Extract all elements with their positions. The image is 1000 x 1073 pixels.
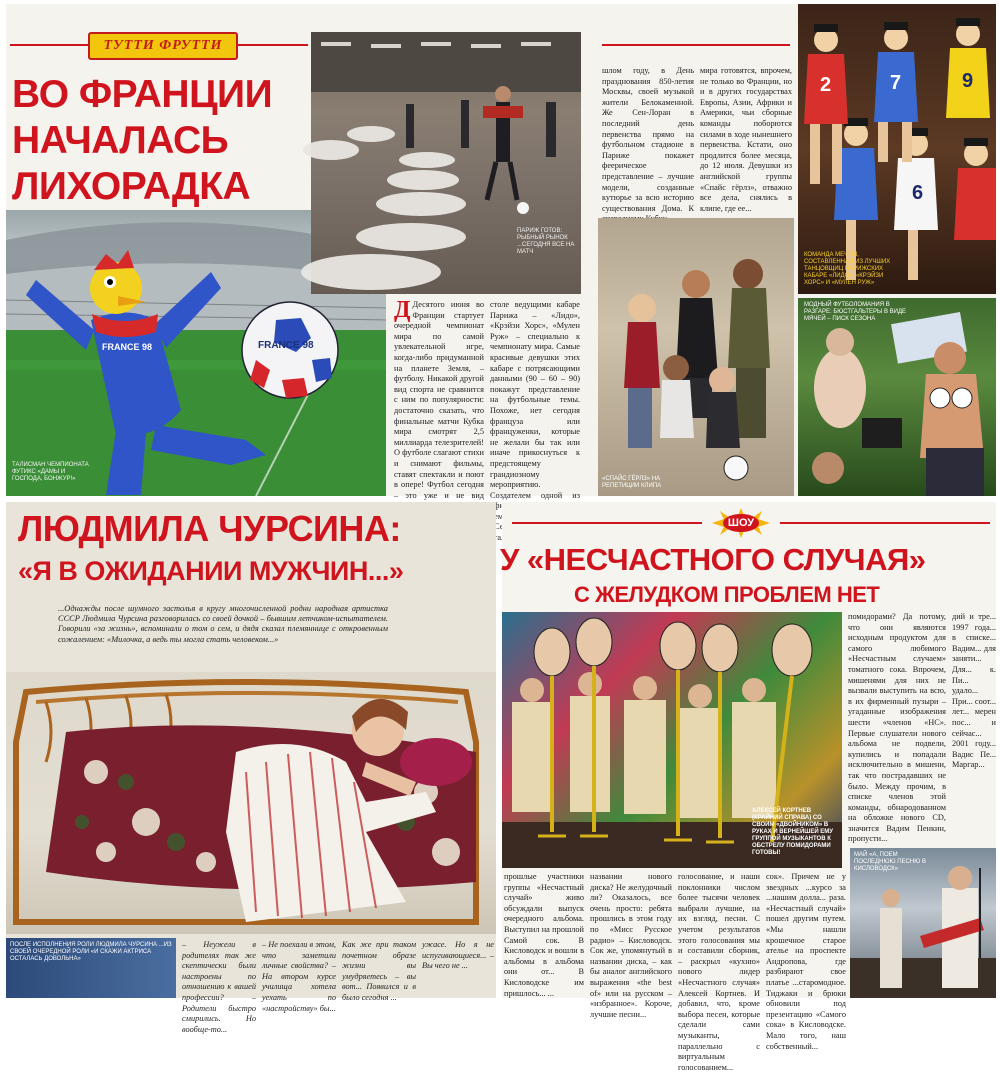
mascot-caption: ТАЛИСМАН ЧЕМПИОНАТА ФУТИКС «ДАМЫ И ГОСПОДА, БОНЖУР!» (12, 462, 89, 482)
mascot-label: FRANCE 98 (102, 342, 153, 352)
article-column-1-text: Десятого июня во Франции стартует очередной чемпионат мира по самой увлекательной игре, когда-либо придуманной на планете Земля, – футболу. Никакой другой вид спорта не сравнится с ним по популярности: достаточно сказать, что финальные матчи Кубка мира смотрят 2,5 миллиарда телезрителей! О футболе слагают стихи и снимают фильмы, ставят спектакли и поют в опере! Футбол сегодня – это уже и не вид (394, 300, 484, 500)
band-subhead: С ЖЕЛУДКОМ ПРОБЛЕМ НЕТ (574, 582, 880, 607)
jersey-number-1: 2 (820, 74, 832, 96)
ball-label: FRANCE 98 (258, 340, 314, 351)
interview-headline-line-2: «Я В ОЖИДАНИИ МУЖЧИН...» (18, 556, 404, 586)
show-rule-left (512, 522, 702, 524)
article-column-1 (394, 297, 484, 500)
headline-line-2: НАЧАЛАСЬ (12, 119, 229, 162)
band-bottom-column-4: сок». Причем не у звездных ...курсо за ...нашим долла... раза. «Несчастный случай» пошел другим путем. «Мы нашли крошечное старое ателье на проспекте Андропова, где разбирают свое платье ...старомодное. Тиджаки и брюки обновили под презентацию «Самого сока» в Кисловодске. Мало того, наш собственный... (766, 872, 846, 1051)
band-bottom-column-1: прошлые участники группы «Несчастный случай» живо обсуждали выпуск очередного альбома. Выступил на прошлой Самой сок. В Кисловодск и вошли в альбомы в альбома они от... В Кисловодске им пришлось... ... (504, 872, 584, 998)
jersey-number-2: 7 (890, 72, 902, 94)
interview-headline-line-1: ЛЮДМИЛА ЧУРСИНА: (18, 508, 401, 549)
headline-line-3: ЛИХОРАДКА (12, 165, 251, 208)
band-right-column-2: дий и тре... 1997 года... в списке... Вадим... для заняти... Для... к. Пи... удало... При... соот... лет... мерен пос... и сейчас... 2001 году... Вадис Пе... Маргар... (952, 612, 996, 770)
portrait-artwork (6, 672, 496, 934)
band-headline: У «НЕСЧАСТНОГО СЛУЧАЯ» (500, 542, 926, 577)
jersey-number-3: 6 (912, 182, 924, 204)
band-photo (502, 612, 842, 868)
cabaret-team-caption: КОМАНДА МЕЧТЫ, СОСТАВЛЕННАЯ ИЗ ЛУЧШИХ ТАНЦОВЩИЦ ПАРИЖСКИХ КАБАРЕ «ЛИДО», «КРЭЙЗИ ХОРС» И «МУЛЕН РУЖ» (804, 252, 891, 286)
fashion-photo (798, 298, 996, 496)
panel-band-article (500, 502, 996, 1072)
interview-lead: ...Однажды после шумного застолья в кругу многочисленной родни народная артистка СССР Людмила Чурсина разговорилась со своей дочкой – бывшим летчиком-испытателем. Говорили «за жизнь», вспоминали о том о сем, и дядя сказал племяннице с откровенным сожалением: «Милочка, а ведь ты могла стать человеком...» (58, 604, 388, 644)
article-column-3: шлом году, в День празднования 850-летия Москвы, своей музыкой жители Белокаменной. Же Сен-Лоран в последний день первенства прямо на футбольном стадионе в Париже покажет феерическое представление – лучшие модели, созданные кутюрье за всю историю существования Дома. К (602, 66, 694, 213)
interview-column-4: ужасе. Но я не испугивающиеся... – Вы чего не ... (422, 940, 494, 971)
article-column-2: столе ведущими кабаре Парижа – «Лидо», «Крэйзи Хорс», «Мулен Руж» – специально к чемпионату мира. Самые красивые девушки этих кабаре с потрясающими данными (90 – 60 – 90) покажут представление на футбольные темы. Похоже, нет сегодня француза или француженки, которые не желали бы так или иначе прикоснуться к предстоящему грандиозному мероприятию. Создателем одной из стал (490, 300, 580, 543)
fashion-artwork (798, 298, 996, 496)
rubric-label: ТУТТИ ФРУТТИ (103, 38, 223, 53)
rubric-rule-right (238, 44, 308, 46)
headline-world-cup (12, 72, 272, 210)
rubric-rule-left (10, 44, 88, 46)
band-bottom-column-2: названии нового диска? Не желудочный ли? Оказалось, все очень просто: ребята прошлись в этом году по «Мисс Русское радио» – Кисловодск. Сок же, упомянутый в названии диска, – как бы аналог английского выражения «the best of» или на русском – «избранное». Короче, лучшие песни... (590, 872, 672, 1019)
bottom-inset-caption: ПОСЛЕ ИСПОЛНЕНИЯ РОЛИ ЛЮДМИЛА ЧУРСИНА ...ИЗ СВОЕЙ ОЧЕРЕДНОЙ РОЛИ «И СКАЖИ АКТРИСА ОСТАЛАСЬ ДОВОЛЬНА» (10, 942, 172, 962)
show-rubric-label: ШОУ (727, 517, 755, 529)
band-photo-caption: АЛЕКСЕЙ КОРТНЕВ (КРАЙНИЙ СПРАВА) СО СВОИМ «ДВОЙНИКОМ» В РУКАХ И ВЕРНЕЙШЕЙ ЕМУ ГРУППОЙ МУЗЫКАНТОВ К ОБСТРЕЛУ ПОМИДОРАМИ ГОТОВЫ! (752, 808, 834, 856)
rubric-badge (88, 32, 238, 60)
spice-girls-caption: «СПАЙС ГЁРЛЗ» НА РЕПЕТИЦИИ КЛИПА (602, 476, 662, 489)
right-page-rule (602, 44, 790, 46)
article-column-4: мира готовятся, впрочем, не только во Франции, но и в других государствах Европы, Азии, Африки и Америки, чьи сборные команды поборются силами в ходе нынешнего первенства. Кстати, оно продлится более месяца, до 12 июля. Девушки из английской группы «Спайс гёрлз», отважно все дела, снялись в клипе, где ее... (700, 66, 792, 213)
cabaret-team-photo (798, 4, 996, 294)
show-rule-right (780, 522, 990, 524)
spice-girls-artwork (598, 218, 794, 496)
jersey-number-4: 9 (962, 70, 974, 92)
spice-girls-photo (598, 218, 794, 496)
fashion-caption: МОДНЫЙ ФУТБОЛОМАНИЯ В РАЗГАРЕ: БЮСТГАЛЬТЕРЫ В ВИДЕ МЯЧЕЙ – ПИСК СЕЗОНА (804, 302, 907, 322)
chursina-portrait-photo (6, 672, 496, 934)
panel-chursina-interview (6, 502, 496, 1034)
drop-cap: Д (394, 297, 411, 323)
headline-line-1: ВО ФРАНЦИИ (12, 73, 273, 116)
show-rubric-badge (708, 508, 774, 538)
interview-column-2: – Не поехали в этом, что заметили личные свойства? – На втором курсе училища хотела уехать по «настройству» бы... (262, 940, 336, 1013)
interview-column-1: – Неужели в родителях так же скептически были настроены по отношению к вашей профессии? – Родители быстро смирились. Но вообще-то... (182, 940, 256, 1034)
interview-headline (18, 508, 403, 592)
market-caption: ПАРИЖ ГОТОВ: РЫБНЫЙ РЫНОК ...СЕГОДНЯ ВСЕ НА МАТЧ (517, 228, 575, 255)
band-right-column-1: помидорами? Да потому, что они являются исходным продуктом для самого любимого «Несчастным случаем» томатного сока. Впрочем, мишенями для них не вызвали выступить на всю, в их фирменный пузыри – угаданные изображения шести «членов «НС». Первые слушатели нового альбома не подвели, купились и попадали исключительно в мишени, так что пострадавших не было. Между прочим, в списке членов этой команды, обнародованном на обложке нового CD, значится Вадим Пенкин, пропусти... (848, 612, 946, 844)
bottom-inset-photo (6, 938, 176, 998)
fish-market-photo (311, 32, 581, 294)
concert-photo (850, 848, 996, 998)
concert-caption: МАЙ «А, ПОЕМ ПОСЛЕДНЮЮ ПЕСНЮ В КИСЛОВОДСК» (854, 852, 926, 872)
cabaret-team-artwork (798, 4, 996, 294)
band-bottom-column-3: голосование, и наши поклонники числом более тысячи человек выбрали лучшие, на их взгляд, песни. С учетом результатов этого голосования мы и составили сборник, – раскрыл «кухню» нового лидер «Несчастного случая» Алексей Кортнев. И добавил, что, кроме выбора песен, которые сделали сами музыканты, параллельно с виртуальным голосованием... (678, 872, 760, 1072)
interview-column-3: Как же при таком почетном образе жизни вы умудряетесь – вы вот... Появился и в было сегодня ... (342, 940, 416, 1002)
